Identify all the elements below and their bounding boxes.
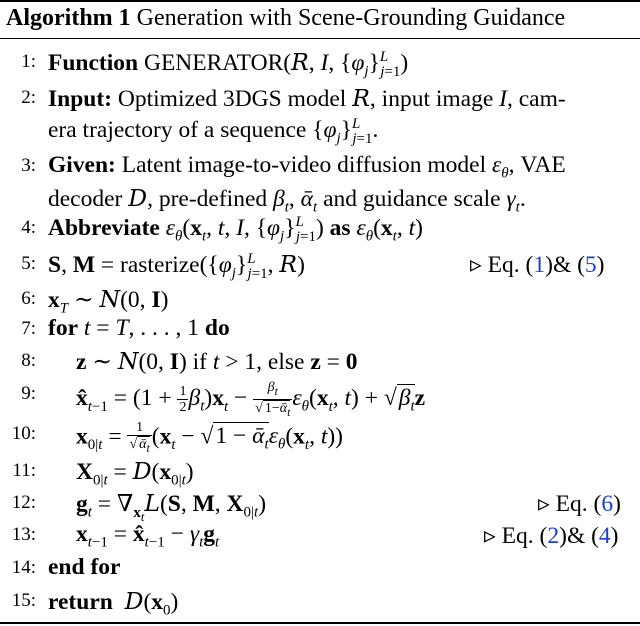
line-body: $x̂_{t-1} = (1$ + $\frac{1}{2}$ $\beta_t)x_t$ − $\frac{\beta_t}{√ 1-ᾱ_t}$ $\varepsilon_\theta(x_t$, $t) + √\beta_tz$ — [76, 380, 426, 419]
line-body: Abbreviate $\varepsilon_\theta(x_t$, t, I, $\{\varphi_j\}^L_{j=1}$) as $\varepsilon_\theta(x_t$, t) — [48, 214, 423, 245]
algorithm-caption — [6, 5, 565, 32]
equation-ref-link[interactable]: 2 — [547, 523, 560, 549]
equation-ref-link[interactable]: 5 — [584, 252, 597, 278]
line-number: 15: — [11, 590, 36, 611]
bottom-rule — [0, 622, 640, 624]
line-body: $g_t = \nabla_{x_t}L(S$, M, $X_{0|t}$) — [76, 489, 267, 524]
line-number: 4: — [21, 217, 36, 238]
equation-ref-link[interactable]: 1 — [533, 252, 546, 278]
line-comment: ▹ Eq. (6) — [538, 491, 621, 517]
line-body: $x_T$ ∼ N(0, I) — [48, 285, 169, 317]
line-number: 14: — [11, 557, 36, 578]
line-number: 11: — [12, 460, 36, 481]
caption-rule — [0, 38, 640, 39]
line-number: 7: — [21, 318, 36, 339]
line-number: 2: — [21, 87, 36, 108]
line-number: 9: — [21, 383, 36, 404]
line-body: Input: Optimized 3DGS model R, input image I, cam- — [48, 84, 566, 112]
line-body: $x_{0|t}$ = $\frac{1}{√ ᾱ_t}$ ($x_t - √1$ − $ᾱ_t\varepsilon_\theta(x_t$, t)) — [76, 420, 344, 455]
algorithm-title: Generation with Scene-Grounding Guidance — [136, 5, 566, 31]
line-body: $X_{0|t} = D(x_{0|t})$ — [76, 457, 194, 489]
line-number: 6: — [21, 288, 36, 309]
line-number: 8: — [21, 350, 36, 371]
line-body: return $D(x_0)$ — [48, 587, 179, 619]
line-body: Function GENERATOR(R, I, $\{\varphi_j\}^L_{j=1}$) — [48, 48, 409, 80]
line-body: S, $M = rasterize(\{\varphi_j\}^L_{j=1}$, R) — [48, 250, 305, 282]
line-number: 3: — [21, 155, 36, 176]
line-number: 5: — [21, 253, 36, 274]
line-number: 12: — [11, 492, 36, 513]
top-rule — [0, 0, 640, 2]
line-number: 10: — [11, 423, 36, 444]
line-body: z ∼ N(0, I) if t > 1, else z = 0 — [76, 347, 358, 375]
line-body: Given: Latent image-to-video diffusion model $\varepsilon_\theta$, VAE — [48, 152, 566, 182]
line-number: 1: — [21, 51, 36, 72]
line-comment: ▹ Eq. (2)& (4) — [484, 523, 619, 549]
line-number: 13: — [11, 524, 36, 545]
equation-ref-link[interactable]: 4 — [598, 523, 611, 549]
line-body: $x_{t-1}$ = $x̂_{t-1} - \gamma_tg_t$ — [76, 521, 220, 551]
line-body: end for — [48, 554, 121, 580]
line-comment: ▹ Eq. (1)& (5) — [470, 252, 605, 278]
line-body: for t = T, . . . , 1 do — [48, 315, 230, 341]
equation-ref-link[interactable]: 6 — [601, 491, 614, 517]
line-body: era trajectory of a sequence $\{\varphi_j\}^L_{j=1}$. — [48, 116, 379, 147]
algorithm-label: Algorithm 1 — [6, 5, 131, 31]
line-body: decoder D, pre-defined $\beta_t$, ᾱ$_t$ and guidance scale $\gamma_t$. — [48, 184, 526, 216]
